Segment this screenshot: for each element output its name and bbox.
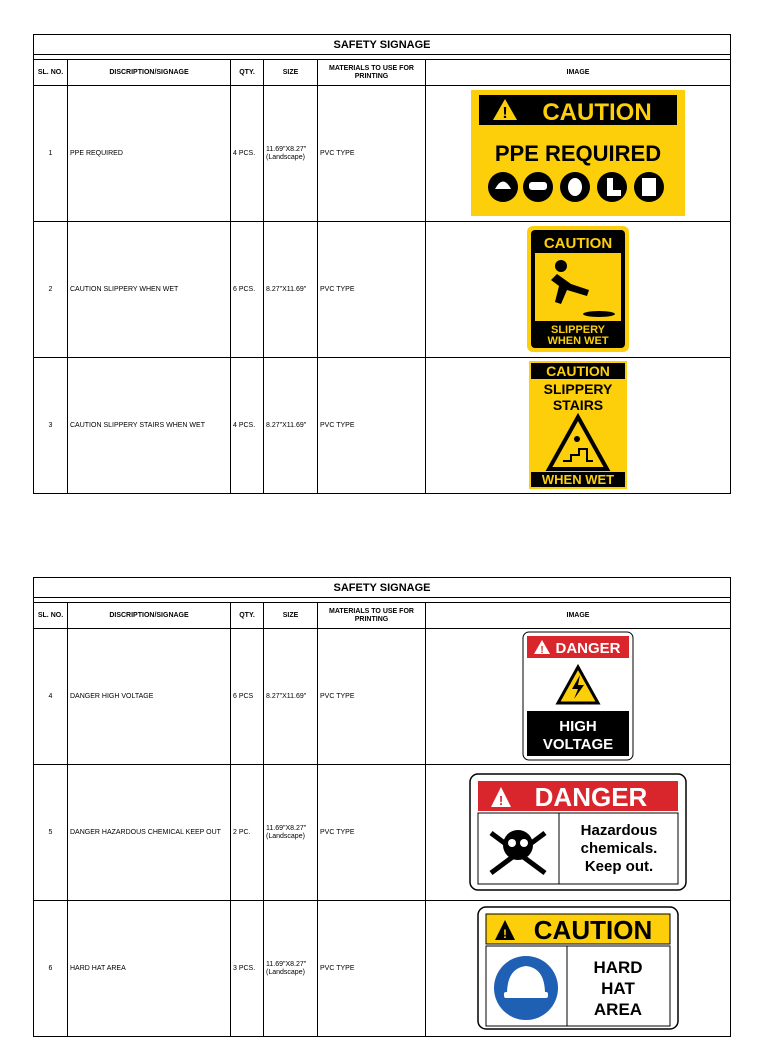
- caution-slippery-wet-sign: [527, 226, 629, 352]
- materials-cell: PVC TYPE: [318, 629, 426, 765]
- qty-cell: 2 PC.: [231, 765, 264, 901]
- size-cell: 8.27"X11.69": [264, 222, 318, 358]
- svg-text:!: !: [502, 104, 508, 122]
- sl-cell: 6: [34, 901, 68, 1037]
- header-desc: DISCRIPTION/SIGNAGE: [68, 60, 231, 86]
- desc-cell: CAUTION SLIPPERY WHEN WET: [68, 222, 231, 358]
- sign-line1: HIGH: [559, 717, 597, 735]
- sign-header: DANGER: [534, 781, 648, 812]
- sign-header: CAUTION: [533, 914, 653, 945]
- header-desc: DISCRIPTION/SIGNAGE: [68, 603, 231, 629]
- qty-cell: 4 PCS.: [231, 86, 264, 222]
- desc-cell: DANGER HAZARDOUS CHEMICAL KEEP OUT: [68, 765, 231, 901]
- image-cell: [426, 765, 731, 901]
- sign-line3: WHEN WET: [541, 471, 615, 487]
- hard-hat-icon: [494, 956, 558, 1020]
- danger-high-voltage-sign: [522, 631, 634, 761]
- sl-cell: 2: [34, 222, 68, 358]
- table-title: SAFETY SIGNAGE: [34, 35, 731, 55]
- qty-cell: 3 PCS.: [231, 901, 264, 1037]
- svg-text:!: !: [540, 644, 544, 656]
- materials-cell: PVC TYPE: [318, 901, 426, 1037]
- table-row: [34, 358, 731, 494]
- sl-cell: 3: [34, 358, 68, 494]
- sign-line3: AREA: [593, 999, 643, 1019]
- header-image: IMAGE: [426, 60, 731, 86]
- sign-line1: SLIPPERY: [551, 323, 605, 336]
- materials-cell: PVC TYPE: [318, 86, 426, 222]
- qty-cell: 6 PCS: [231, 629, 264, 765]
- sign-line1: SLIPPERY: [543, 380, 613, 397]
- size-cell: 11.69"X8.27" (Landscape): [264, 765, 318, 901]
- svg-text:!: !: [498, 792, 504, 808]
- sign-line2: chemicals.: [580, 839, 658, 857]
- caution-slippery-stairs-sign: [529, 361, 627, 489]
- table-row: [34, 222, 731, 358]
- qty-cell: 4 PCS.: [231, 358, 264, 494]
- header-row: [34, 60, 731, 86]
- signage-table-1: [33, 34, 731, 494]
- header-materials: MATERIALS TO USE FOR PRINTING: [318, 603, 426, 629]
- header-sl: SL. NO.: [34, 603, 68, 629]
- header-qty: QTY.: [231, 60, 264, 86]
- table-row: [34, 629, 731, 765]
- image-cell: [426, 86, 731, 222]
- goggles-icon: [529, 182, 547, 190]
- caution-hard-hat-sign: [477, 906, 679, 1030]
- sl-cell: 5: [34, 765, 68, 901]
- sign-line2: HAT: [601, 978, 635, 998]
- mask-icon: [568, 178, 582, 196]
- sl-cell: 4: [34, 629, 68, 765]
- caution-ppe-sign: [471, 90, 685, 216]
- sign-line2: STAIRS: [552, 396, 604, 413]
- sign-header: CAUTION: [546, 362, 610, 379]
- sign-line1: Hazardous: [580, 821, 658, 839]
- header-sl: SL. NO.: [34, 60, 68, 86]
- sign-line1: PPE REQUIRED: [494, 140, 662, 166]
- qty-cell: 6 PCS.: [231, 222, 264, 358]
- desc-cell: CAUTION SLIPPERY STAIRS WHEN WET: [68, 358, 231, 494]
- header-image: IMAGE: [426, 603, 731, 629]
- desc-cell: DANGER HIGH VOLTAGE: [68, 629, 231, 765]
- size-cell: 8.27"X11.69": [264, 358, 318, 494]
- sign-header: CAUTION: [542, 98, 652, 126]
- image-cell: [426, 901, 731, 1037]
- table-row: [34, 86, 731, 222]
- table-row: [34, 765, 731, 901]
- table-title: SAFETY SIGNAGE: [34, 578, 731, 598]
- sign-line2: VOLTAGE: [542, 735, 614, 753]
- table-row: [34, 901, 731, 1037]
- desc-cell: HARD HAT AREA: [68, 901, 231, 1037]
- image-cell: [426, 222, 731, 358]
- image-cell: [426, 358, 731, 494]
- sign-line1: HARD: [593, 957, 643, 977]
- materials-cell: PVC TYPE: [318, 765, 426, 901]
- header-qty: QTY.: [231, 603, 264, 629]
- sign-line2: WHEN WET: [547, 334, 609, 347]
- svg-text:!: !: [503, 926, 507, 941]
- header-row: [34, 603, 731, 629]
- sign-header: DANGER: [555, 639, 621, 657]
- image-cell: [426, 629, 731, 765]
- desc-cell: PPE REQUIRED: [68, 86, 231, 222]
- vest-icon: [642, 178, 656, 196]
- header-size: SIZE: [264, 60, 318, 86]
- danger-hazardous-chemicals-sign: [469, 773, 687, 891]
- sign-header: CAUTION: [543, 234, 613, 252]
- header-size: SIZE: [264, 603, 318, 629]
- header-materials: MATERIALS TO USE FOR PRINTING: [318, 60, 426, 86]
- materials-cell: PVC TYPE: [318, 358, 426, 494]
- size-cell: 11.69"X8.27" (Landscape): [264, 901, 318, 1037]
- signage-table-2: [33, 577, 731, 1037]
- size-cell: 11.69"X8.27" (Landscape): [264, 86, 318, 222]
- sl-cell: 1: [34, 86, 68, 222]
- materials-cell: PVC TYPE: [318, 222, 426, 358]
- size-cell: 8.27"X11.69": [264, 629, 318, 765]
- sign-line3: Keep out.: [584, 857, 654, 875]
